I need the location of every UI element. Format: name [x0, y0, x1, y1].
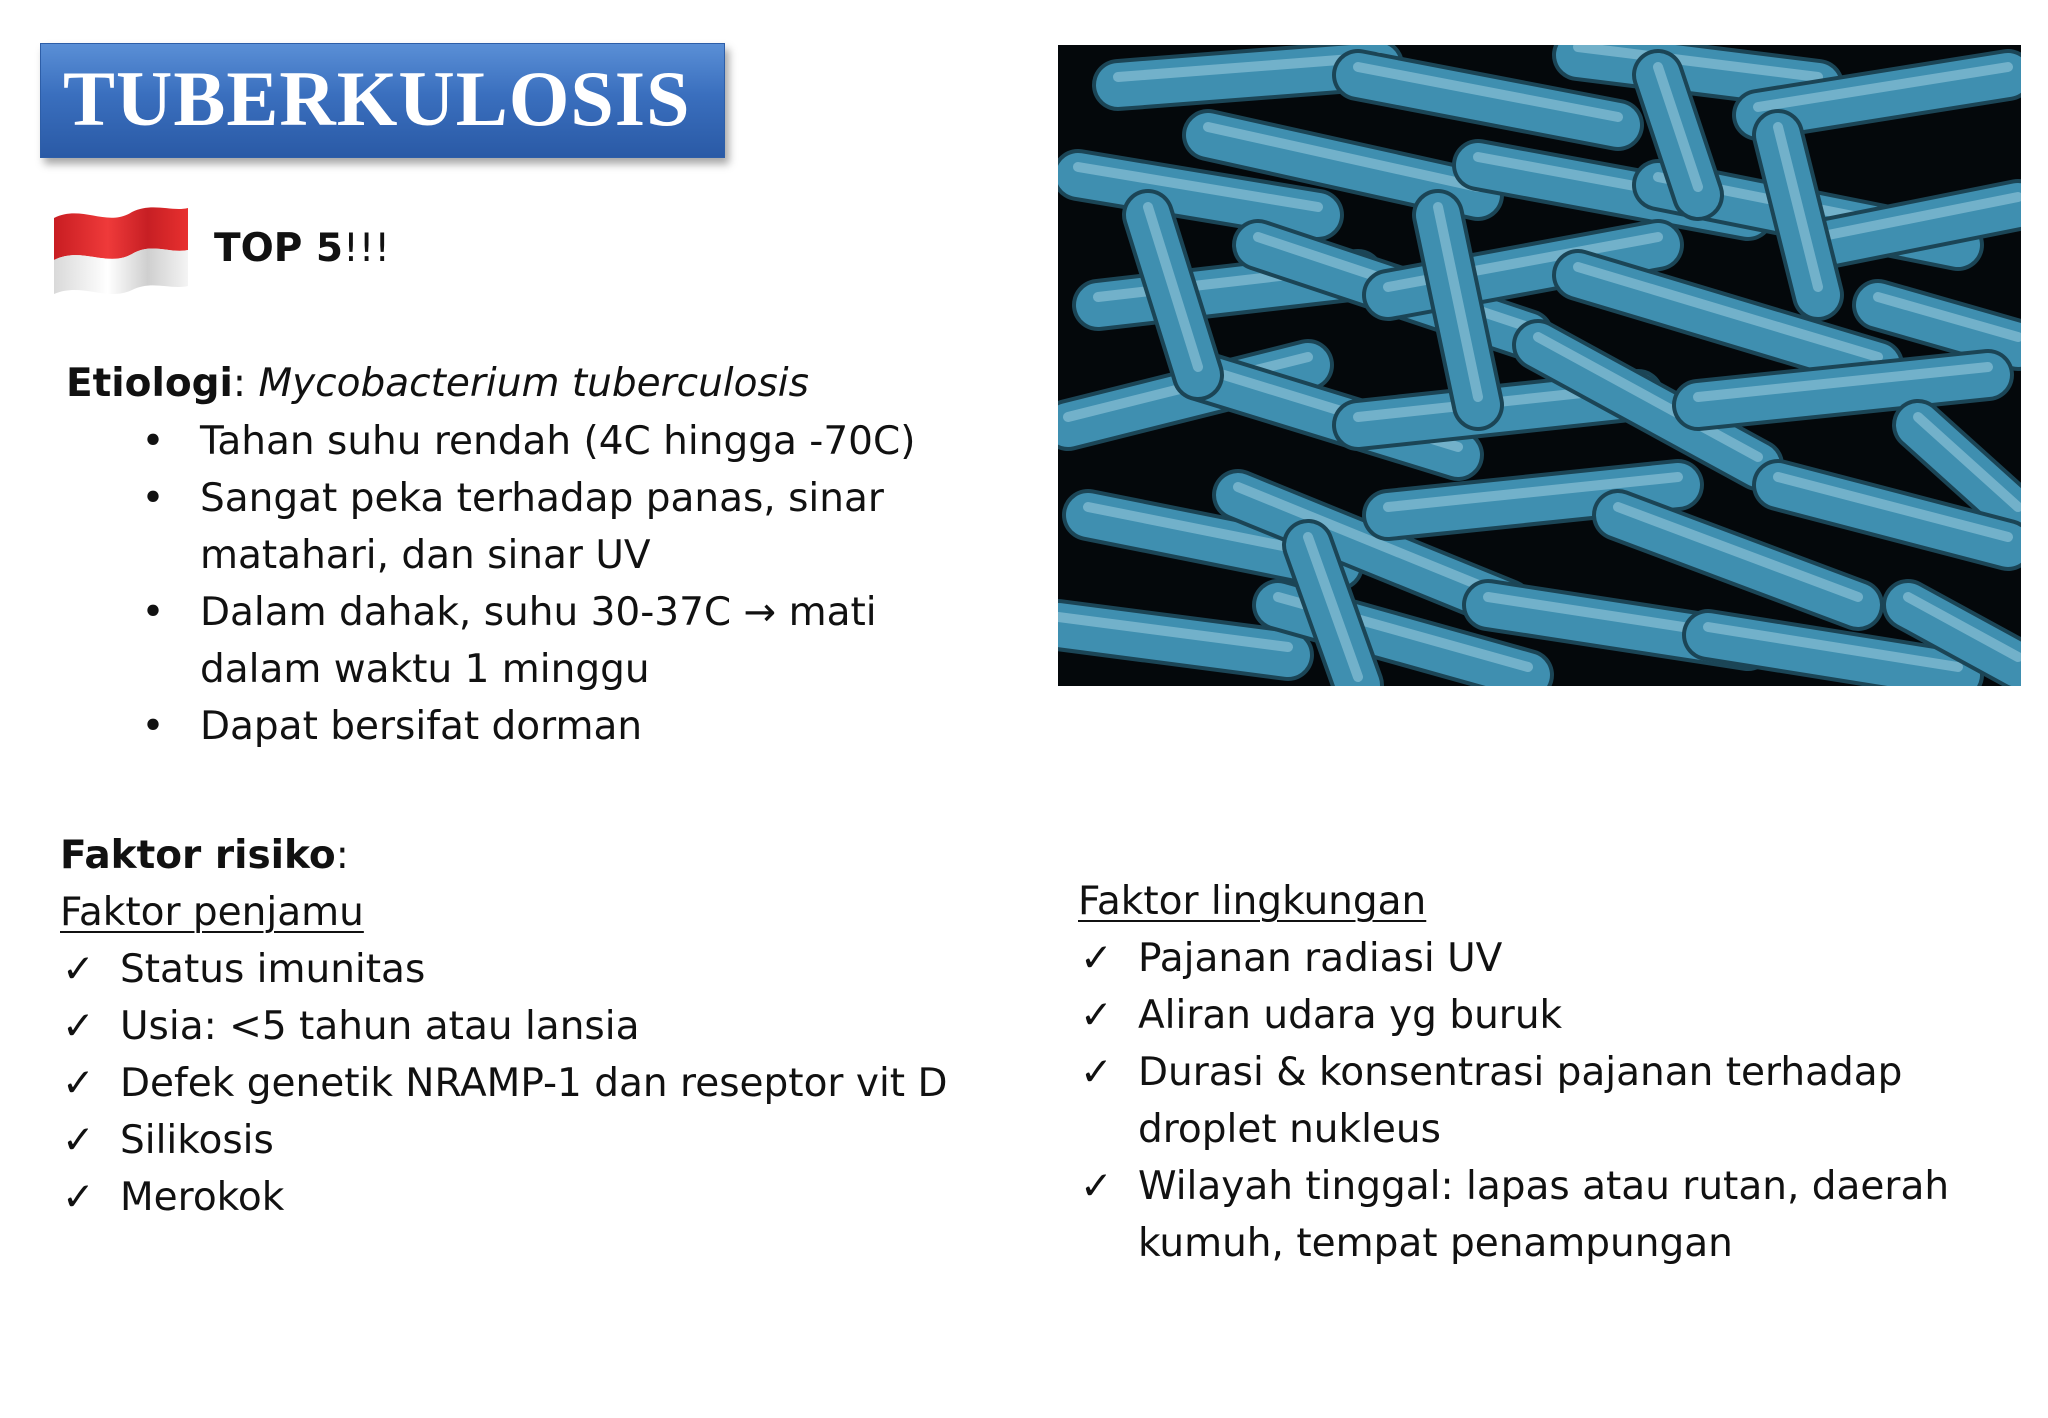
faktor-risiko-colon: : — [335, 833, 349, 878]
check-icon: ✓ — [62, 947, 95, 992]
check-icon: ✓ — [1080, 993, 1113, 1038]
list-item — [1078, 987, 1978, 1044]
etiologi-line — [66, 355, 809, 412]
check-icon: ✓ — [62, 1175, 95, 1220]
item-text: Silikosis — [120, 1118, 274, 1163]
title-banner — [40, 43, 725, 158]
list-item — [1078, 1158, 1978, 1272]
list-item — [60, 1112, 1020, 1169]
etiologi-bullet-list — [138, 413, 938, 755]
indonesia-flag-icon — [52, 198, 190, 296]
list-item — [60, 941, 1020, 998]
list-item — [138, 413, 938, 470]
item-text: Wilayah tinggal: lapas atau rutan, daerah kumuh, tempat penampungan — [1138, 1164, 1950, 1266]
check-icon: ✓ — [62, 1061, 95, 1106]
faktor-lingkungan-list — [1078, 930, 1978, 1272]
item-text: Merokok — [120, 1175, 285, 1220]
top5-text: TOP 5 — [214, 226, 344, 271]
bacteria-micrograph-svg — [1058, 45, 2021, 686]
bullet-icon: • — [141, 419, 165, 464]
bullet-text: Sangat peka terhadap panas, sinar matahari, dan sinar UV — [200, 476, 884, 578]
check-icon: ✓ — [1080, 1164, 1113, 1209]
check-icon: ✓ — [1080, 936, 1113, 981]
bullet-text: Dapat bersifat dorman — [200, 704, 643, 749]
item-text: Usia: <5 tahun atau lansia — [120, 1004, 640, 1049]
list-item — [1078, 1044, 1978, 1158]
check-icon: ✓ — [62, 1004, 95, 1049]
list-item — [138, 584, 938, 698]
item-text: Pajanan radiasi UV — [1138, 936, 1503, 981]
etiologi-separator: : — [232, 361, 259, 406]
check-icon: ✓ — [62, 1118, 95, 1163]
bullet-text: Dalam dahak, suhu 30-37C → mati dalam waktu 1 minggu — [200, 590, 877, 692]
bacteria-micrograph-image — [1058, 45, 2021, 686]
list-item — [60, 998, 1020, 1055]
bullet-icon: • — [141, 590, 165, 635]
etiologi-label: Etiologi — [66, 361, 233, 406]
faktor-risiko-label: Faktor risiko — [60, 833, 336, 878]
slide-title: TUBERKULOSIS — [63, 55, 691, 142]
bullet-icon: • — [141, 704, 165, 749]
faktor-risiko-heading — [60, 827, 349, 884]
faktor-penjamu-title: Faktor penjamu — [60, 890, 364, 935]
list-item — [60, 1055, 1020, 1112]
top5-suffix: !!! — [343, 226, 390, 271]
list-item — [138, 470, 938, 584]
faktor-penjamu-list — [60, 941, 1020, 1226]
item-text: Aliran udara yg buruk — [1138, 993, 1563, 1038]
item-text: Status imunitas — [120, 947, 426, 992]
list-item — [138, 698, 938, 755]
etiologi-organism: Mycobacterium tuberculosis — [258, 361, 809, 406]
list-item — [60, 1169, 1020, 1226]
bullet-text: Tahan suhu rendah (4C hingga -70C) — [200, 419, 916, 464]
faktor-lingkungan-title: Faktor lingkungan — [1078, 879, 1427, 924]
item-text: Durasi & konsentrasi pajanan terhadap droplet nukleus — [1138, 1050, 1903, 1152]
top5-label — [214, 220, 390, 277]
item-text: Defek genetik NRAMP-1 dan reseptor vit D — [120, 1061, 948, 1106]
list-item — [1078, 930, 1978, 987]
bullet-icon: • — [141, 476, 165, 521]
check-icon: ✓ — [1080, 1050, 1113, 1095]
